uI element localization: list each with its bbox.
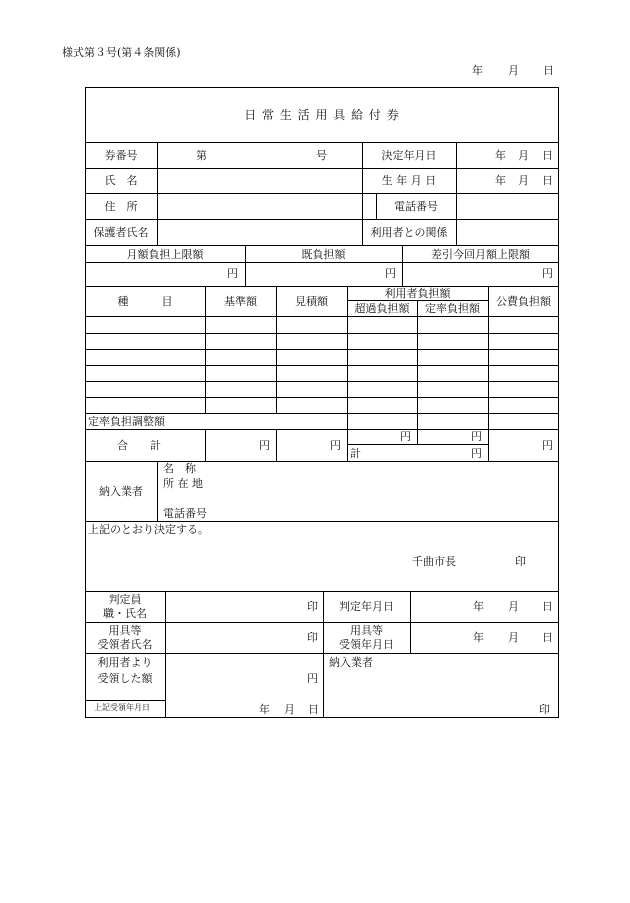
birth-date-year: 年 [495, 174, 506, 187]
col-user-burden-header: 利用者負担額 [384, 287, 451, 300]
paid-date-year: 年 [259, 703, 270, 716]
bottom-supplier-label: 納入業者 [329, 656, 373, 669]
rule [276, 429, 277, 461]
rule [157, 142, 158, 245]
rule [347, 444, 488, 445]
subtotal-yen: 円 [471, 447, 482, 460]
col-item-header: 種 目 [117, 295, 173, 308]
total-label: 合 計 [117, 439, 161, 452]
rule [85, 245, 559, 246]
judge-date-year: 年 [473, 600, 484, 613]
ticket-number-label: 券番号 [104, 149, 138, 162]
form-title: 日 常 生 活 用 具 給 付 券 [244, 108, 400, 122]
bottom-supplier-seal: 印 [539, 703, 550, 716]
paid-date-month: 月 [284, 703, 295, 716]
birth-date-month: 月 [518, 174, 529, 187]
name-label: 氏 名 [104, 174, 138, 187]
received-date-label-2: 受領年月日 [339, 638, 394, 651]
judge-date-label: 判定年月日 [339, 600, 394, 613]
judge-label-2: 職・氏名 [103, 607, 147, 620]
supplier-label: 納入業者 [99, 485, 143, 498]
rule [410, 591, 411, 653]
monthly-limit-yen: 円 [227, 267, 238, 280]
paid-label-2: 受領した額 [97, 672, 153, 685]
judge-date-month: 月 [508, 600, 519, 613]
decision-text: 上記のとおり決定する。 [88, 523, 209, 536]
ticket-suffix: 号 [316, 149, 327, 162]
guardian-name-label: 保護者氏名 [93, 226, 149, 239]
rule [85, 653, 559, 654]
header-date-month: 月 [508, 64, 519, 77]
rule [488, 286, 489, 461]
phone-label: 電話番号 [394, 200, 438, 213]
mayor-seal: 印 [515, 555, 526, 568]
received-date-month: 月 [508, 631, 519, 644]
remaining-limit-label: 差引今回月額上限額 [431, 248, 530, 261]
col-base-header: 基準額 [224, 295, 257, 308]
judge-label-1: 判定員 [108, 593, 142, 606]
total-excess-yen: 円 [400, 430, 411, 443]
received-date-day: 日 [542, 631, 553, 644]
adjust-label: 定率負担調整額 [88, 415, 165, 428]
mayor-label: 千曲市長 [412, 555, 456, 568]
rule [417, 300, 418, 444]
rule [165, 591, 166, 718]
relation-label: 利用者との関係 [370, 226, 448, 239]
rule [85, 521, 559, 522]
monthly-limit-label: 月額負担上限額 [126, 248, 204, 261]
decision-date-day: 日 [542, 149, 553, 162]
total-fixed-yen: 円 [471, 430, 482, 443]
header-date-day: 日 [543, 64, 554, 77]
rule [85, 591, 559, 592]
rule [456, 193, 457, 245]
address-label: 住 所 [104, 200, 138, 213]
col-excess-header: 超過負担額 [354, 302, 410, 315]
supplier-phone-label: 電話番号 [163, 507, 207, 520]
judge-seal: 印 [307, 600, 318, 613]
receiver-label-1: 用具等 [108, 624, 142, 637]
paid-date-day: 日 [308, 703, 319, 716]
paid-burden-yen: 円 [385, 267, 396, 280]
receiver-label-2: 受領者氏名 [97, 638, 153, 651]
supplier-address-label: 所 在 地 [163, 477, 203, 490]
total-estimate-yen: 円 [330, 439, 341, 452]
remaining-limit-yen: 円 [542, 267, 553, 280]
birth-date-day: 日 [542, 174, 553, 187]
supplier-name-label: 名 称 [163, 462, 196, 475]
decision-date-month: 月 [518, 149, 529, 162]
decision-date-year: 年 [495, 149, 506, 162]
rule [85, 622, 559, 623]
rule [157, 461, 158, 521]
header-date-year: 年 [472, 64, 483, 77]
col-public-header: 公費負担額 [496, 295, 551, 308]
col-fixed-header: 定率負担額 [425, 302, 480, 315]
rule [85, 700, 165, 701]
total-base-yen: 円 [259, 439, 270, 452]
received-date-label-1: 用具等 [350, 624, 383, 637]
ticket-prefix: 第 [196, 149, 207, 162]
birth-date-label: 生 年 月 日 [381, 174, 437, 187]
form-number: 様式第３号(第４条関係) [62, 46, 181, 59]
paid-burden-label: 既負担額 [301, 248, 346, 261]
paid-date-label: 上記受領年月日 [94, 703, 150, 712]
paid-yen: 円 [307, 672, 318, 685]
col-estimate-header: 見積額 [295, 295, 328, 308]
decision-date-label: 決定年月日 [381, 149, 437, 162]
total-public-yen: 円 [542, 439, 553, 452]
judge-date-day: 日 [542, 600, 553, 613]
rule [456, 142, 457, 193]
rule [205, 429, 206, 461]
paid-label-1: 利用者より [97, 656, 153, 669]
receiver-seal: 印 [307, 631, 318, 644]
rule [85, 262, 559, 263]
received-date-year: 年 [473, 631, 484, 644]
subtotal-label: 計 [350, 447, 361, 460]
